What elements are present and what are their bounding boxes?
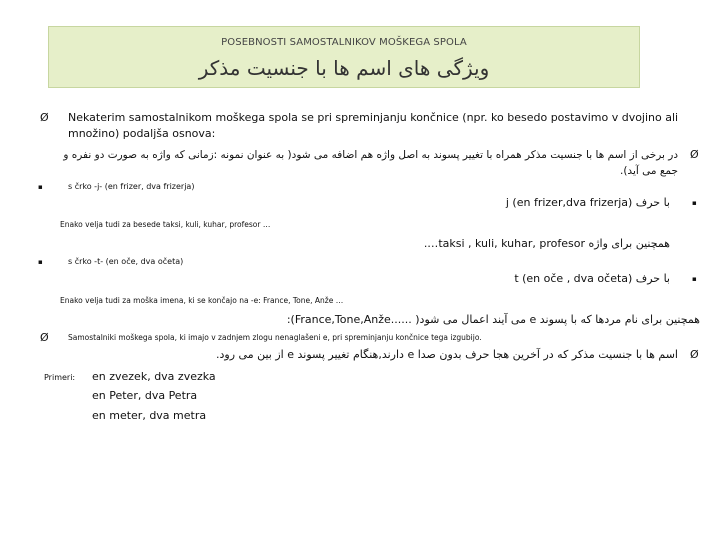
- persian-sub-bullet-2: با حرف t (en oče , dva očeta): [514, 272, 670, 285]
- sub-bullet-icon: ▪: [692, 275, 697, 283]
- primeri-label: Primeri:: [44, 373, 76, 382]
- sub-bullet-1: s črko -j- (en frizer, dva frizerja): [68, 182, 195, 191]
- sub-bullet-icon: ▪: [692, 199, 697, 207]
- title-latin: POSEBNOSTI SAMOSTALNIKOV MOŠKEGA SPOLA: [221, 37, 467, 48]
- title-box: [48, 26, 640, 88]
- example-1: en zvezek, dva zvezka: [92, 370, 216, 383]
- persian-note-1: همچنین برای واژه taksi , kuli, kuhar, profesor….: [423, 237, 670, 250]
- persian-note-2: همچنین برای نام مردها که با پسوند e می آیند اعمال می شود( ......France,Tone,Anže):: [286, 313, 700, 326]
- persian-sub-bullet-1: با حرف j (en frizer,dva frizerja): [505, 196, 670, 209]
- sub-bullet-icon: ▪: [38, 183, 43, 191]
- example-3: en meter, dva metra: [92, 409, 207, 422]
- bullet-arrow-icon: Ø: [690, 148, 699, 161]
- example-2: en Peter, dva Petra: [92, 389, 198, 402]
- note-2: Enako velja tudi za moška imena, ki se končajo na -e: France, Tone, Anže …: [60, 296, 344, 305]
- persian-paragraph-1-line-2: جمع می آید).: [620, 165, 678, 177]
- persian-paragraph-1-line-1: در برخی از اسم ها با جنسیت مذکر همراه با تغییر پسوند به اصل واژه هم اضافه می شود( به عنوان نمونه :زمانی که واژه به صورت دو نفره و: [63, 149, 678, 161]
- paragraph-1-line-2: množino) podaljša osnova:: [68, 127, 216, 140]
- paragraph-1-line-1: Nekaterim samostalnikom moškega spola se pri spreminjanju končnice (npr. ko besedo postavimo v dvojino ali: [68, 111, 679, 124]
- note-1: Enako velja tudi za besede taksi, kuli, kuhar, profesor …: [60, 220, 271, 229]
- sub-bullet-icon: ▪: [38, 258, 43, 266]
- bullet-arrow-icon: Ø: [690, 348, 699, 361]
- sub-bullet-2: s črko -t- (en oče, dva očeta): [68, 257, 184, 266]
- persian-paragraph-2: اسم ها با جنسیت مذکر که در آخرین هجا حرف بدون صدا e دارند,هنگام تغییر پسوند e از بین می رود.: [216, 348, 678, 361]
- bullet-arrow-icon: Ø: [40, 331, 49, 344]
- paragraph-2: Samostalniki moškega spola, ki imajo v zadnjem zlogu nenaglašeni e, pri spreminjanju končnice tega izgubijo.: [68, 333, 482, 342]
- bullet-arrow-icon: Ø: [40, 111, 49, 124]
- title-persian: ویژگی های اسم ها با جنسیت مذکر: [198, 56, 490, 80]
